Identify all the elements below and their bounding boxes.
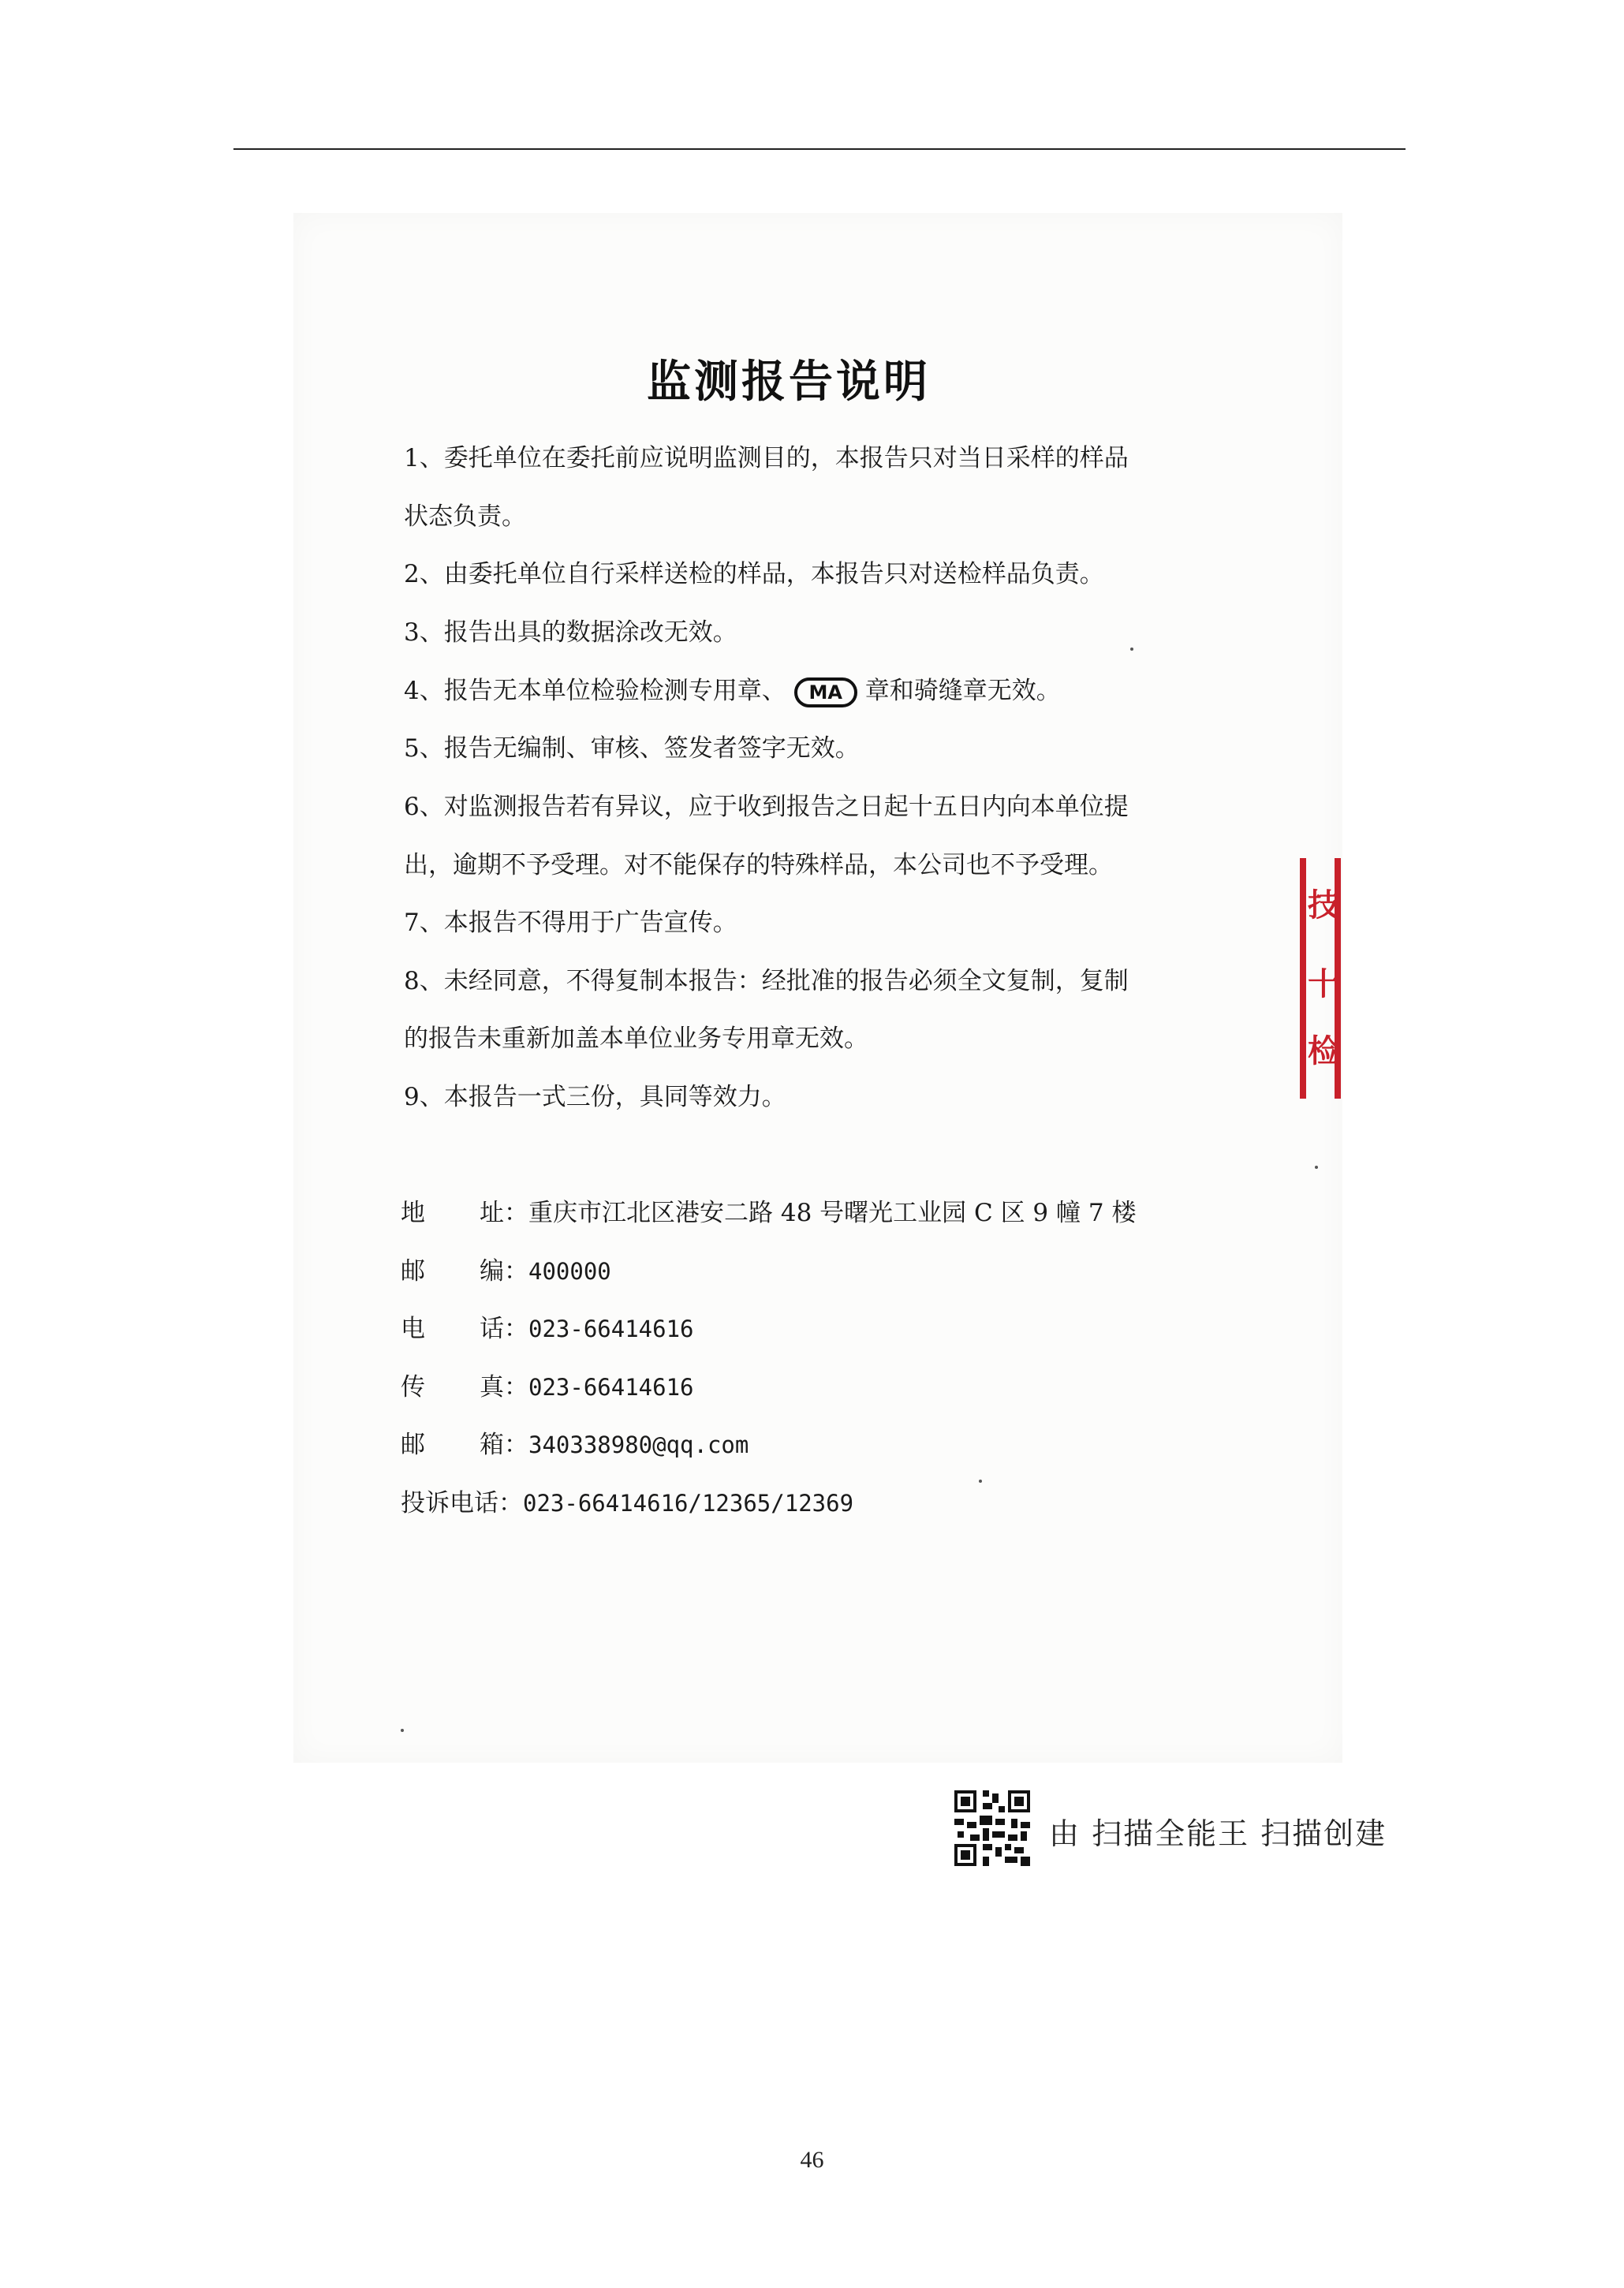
seal-char-2: 十: [1308, 966, 1339, 1002]
document-title: 监测报告说明: [647, 356, 931, 408]
address-value: 重庆市江北区港安二路 48 号曙光工业园 C 区 9 幢 7 楼: [528, 1199, 1137, 1227]
item-9: 9、本报告一式三份，具同等效力。: [404, 1083, 786, 1111]
scanner-watermark: 由 扫描全能王 扫描创建: [1049, 1816, 1387, 1851]
item-6-line-2: 出，逾期不予受理。对不能保存的特殊样品，本公司也不予受理。: [404, 851, 1113, 879]
complaint-value: 023-66414616/12365/12369: [523, 1490, 854, 1517]
qr-code-icon: [954, 1790, 1030, 1866]
fax-label: 传 真：: [401, 1373, 528, 1402]
scan-speck: [401, 1729, 404, 1732]
contact-email: [401, 1424, 749, 1460]
scan-speck: [1130, 648, 1133, 651]
item-8-line-2: 的报告未重新加盖本单位业务专用章无效。: [404, 1025, 868, 1053]
header-rule: [233, 148, 1406, 150]
contact-complaint: [401, 1483, 853, 1518]
item-2: 2、由委托单位自行采样送检的样品，本报告只对送检样品负责。: [404, 560, 1104, 588]
complaint-label: 投诉电话：: [401, 1489, 523, 1517]
item-7: 7、本报告不得用于广告宣传。: [404, 909, 737, 937]
postcode-label: 邮 编：: [401, 1257, 528, 1286]
scan-speck: [979, 1480, 982, 1483]
scan-speck: [1315, 1166, 1318, 1169]
item-4-prefix: 4、报告无本单位检验检测专用章、: [404, 677, 786, 705]
item-4: [404, 670, 1061, 707]
item-6-line-1: 6、对监测报告若有异议，应于收到报告之日起十五日内向本单位提: [404, 793, 1129, 821]
page-number: 46: [800, 2147, 824, 2173]
red-seal-fragment: [1300, 858, 1341, 1099]
phone-value: 023-66414616: [528, 1316, 694, 1342]
contact-address: [401, 1193, 1136, 1228]
item-1-line-2: 状态负责。: [404, 502, 526, 531]
item-8-line-1: 8、未经同意，不得复制本报告：经批准的报告必须全文复制，复制: [404, 967, 1129, 995]
seal-char-3: 检: [1308, 1033, 1339, 1069]
cma-mark-icon: MA: [794, 677, 857, 707]
contact-phone: [401, 1308, 694, 1344]
address-label: 地 址：: [401, 1199, 528, 1227]
phone-label: 电 话：: [401, 1315, 528, 1343]
postcode-value: 400000: [528, 1258, 611, 1285]
item-5: 5、报告无编制、审核、签发者签字无效。: [404, 734, 860, 763]
email-label: 邮 箱：: [401, 1431, 528, 1459]
item-4-suffix: 章和骑缝章无效。: [864, 677, 1061, 705]
email-value: 340338980@qq.com: [528, 1431, 749, 1458]
seal-char-1: 技: [1308, 887, 1339, 924]
item-3: 3、报告出具的数据涂改无效。: [404, 618, 737, 647]
fax-value: 023-66414616: [528, 1374, 694, 1401]
contact-fax: [401, 1367, 694, 1402]
contact-postcode: [401, 1251, 611, 1286]
item-1-line-1: 1、委托单位在委托前应说明监测目的，本报告只对当日采样的样品: [404, 444, 1129, 472]
